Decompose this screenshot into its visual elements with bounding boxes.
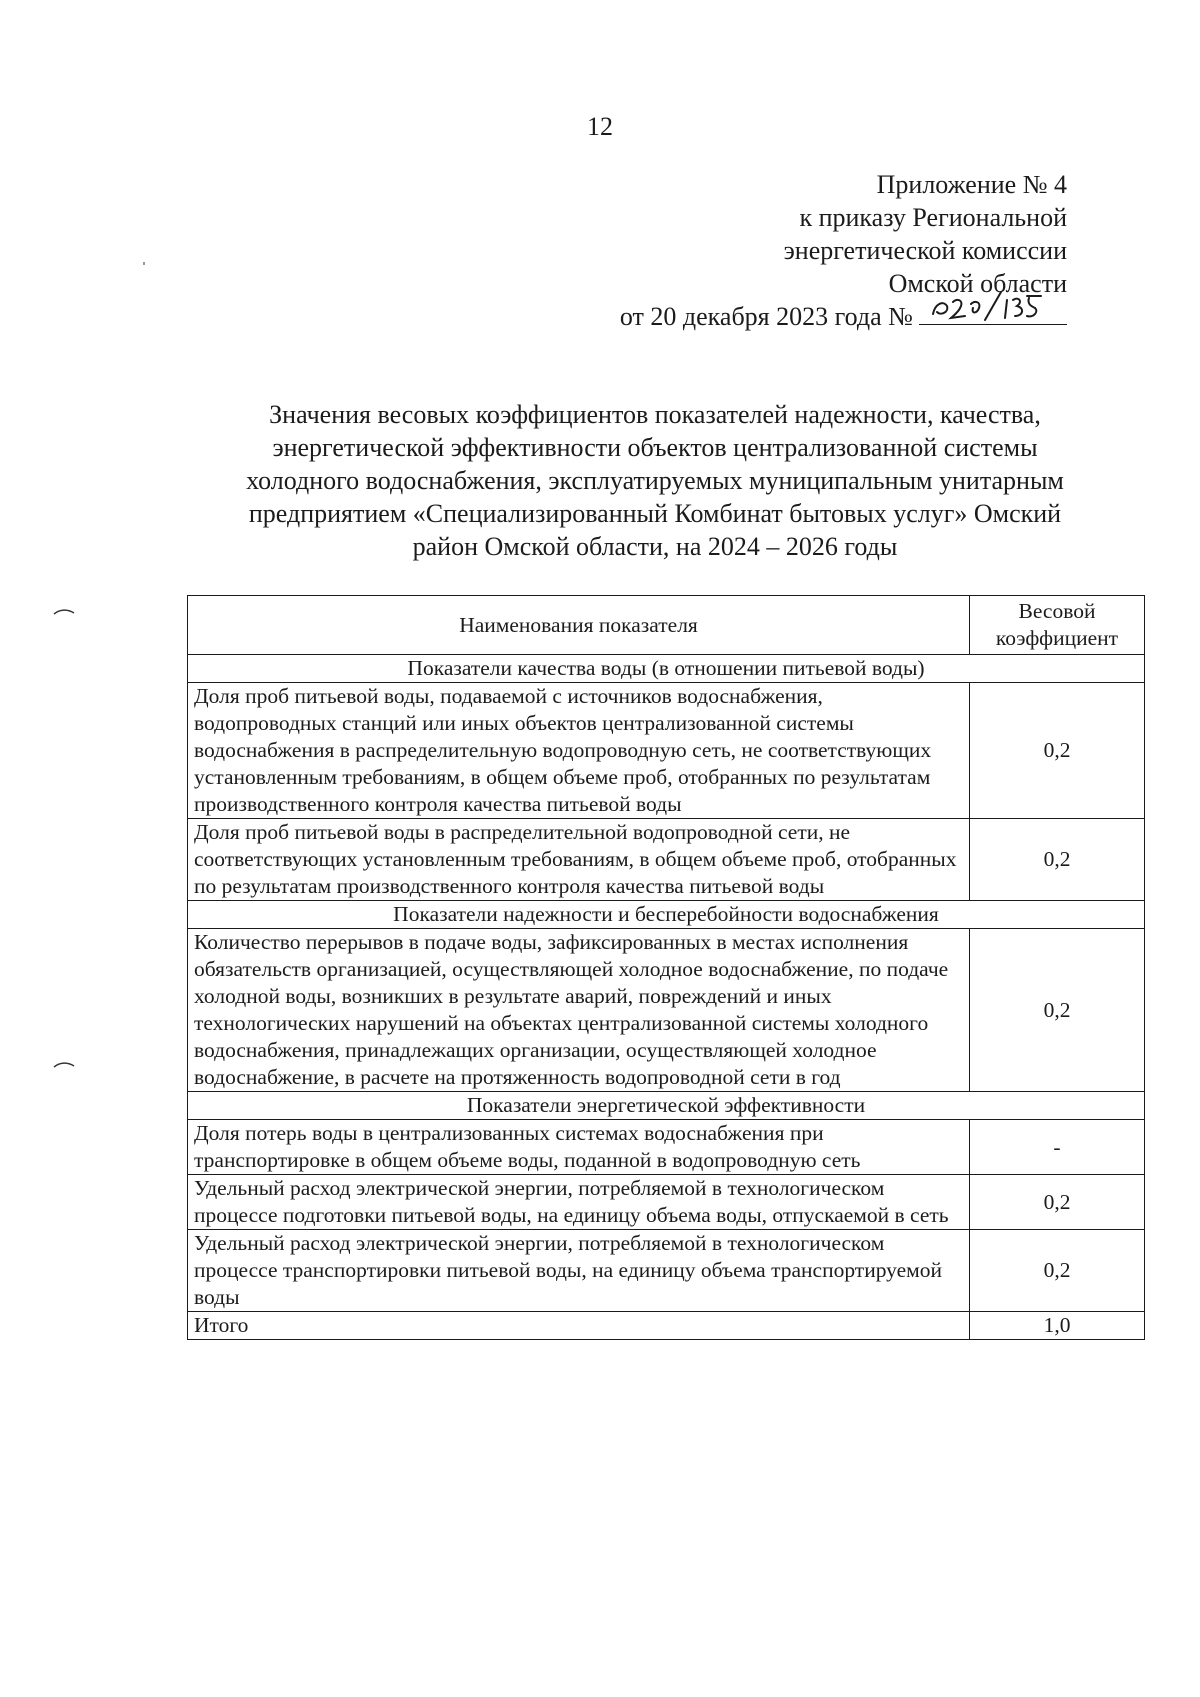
table-row — [188, 929, 1145, 1092]
order-date-line — [620, 300, 1067, 333]
title-line: предприятием «Специализированный Комбинат бытовых услуг» Омский — [248, 499, 1062, 528]
indicator-name: Доля проб питьевой воды в распределительной водопроводной сети, не соответствующих установленным требованиям, в общем объеме проб, отобранных по результатам производственного контроля качества питьевой воды — [188, 819, 970, 901]
table-row — [188, 683, 1145, 819]
weights-table — [187, 595, 1145, 1340]
header-weight — [970, 596, 1145, 655]
table-header-row — [188, 596, 1145, 655]
page-number: 12 — [587, 112, 613, 141]
section-row — [188, 655, 1145, 683]
weight-value: - — [970, 1120, 1145, 1175]
indicator-name: Количество перерывов в подаче воды, зафиксированных в местах исполнения обязательств организацией, осуществляющей холодное водоснабжение, по подаче холодной воды, возникших в результате аварий, повреждений и иных технологических нарушений на объектах централизованной системы холодного водоснабжения, принадлежащих организации, осуществляющей холодное водоснабжение, в расчете на протяженность водопроводной сети в год — [188, 929, 970, 1092]
handwritten-number-mark — [927, 286, 1045, 326]
weight-value: 0,2 — [970, 1230, 1145, 1312]
title-line: район Омской области, на 2024 – 2026 годы — [412, 532, 898, 561]
scan-speck — [143, 262, 145, 265]
order-number-field — [919, 302, 1067, 325]
table-row — [188, 1175, 1145, 1230]
weight-value: 0,2 — [970, 819, 1145, 901]
header-weight-line: коэффициент — [995, 626, 1119, 650]
header-weight-line: Весовой — [1018, 599, 1096, 623]
section-title: Показатели энергетической эффективности — [188, 1092, 1145, 1120]
total-row — [188, 1312, 1145, 1340]
title-line: холодного водоснабжения, эксплуатируемых муниципальным унитарным — [246, 466, 1064, 495]
section-title: Показатели качества воды (в отношении питьевой воды) — [188, 655, 1145, 683]
indicator-name: Удельный расход электрической энергии, потребляемой в технологическом процессе транспортировки питьевой воды, на единицу объема транспортируемой воды — [188, 1230, 970, 1312]
scan-margin-mark — [52, 607, 76, 617]
indicator-name: Удельный расход электрической энергии, потребляемой в технологическом процессе подготовки питьевой воды, на единицу объема воды, отпускаемой в сеть — [188, 1175, 970, 1230]
indicator-name: Доля потерь воды в централизованных системах водоснабжения при транспортировке в общем объеме воды, поданной в водопроводную сеть — [188, 1120, 970, 1175]
order-date: от 20 декабря 2023 года № — [619, 302, 913, 331]
weight-value: 0,2 — [970, 683, 1145, 819]
table-row — [188, 1120, 1145, 1175]
header-indicator-name: Наименования показателя — [188, 596, 970, 655]
weight-value: 0,2 — [970, 929, 1145, 1092]
appendix-line: к приказу Региональной — [799, 203, 1067, 232]
appendix-line: Омской области — [888, 269, 1067, 298]
title-line: энергетической эффективности объектов централизованной системы — [272, 433, 1038, 462]
indicator-name: Доля проб питьевой воды, подаваемой с источников водоснабжения, водопроводных станций или иных объектов централизованной системы водоснабжения в распределительную водопроводную сеть, не соответствующих установленным требованиям, в общем объеме проб, отобранных по результатам производственного контроля качества питьевой воды — [188, 683, 970, 819]
document-title — [190, 398, 1120, 563]
table-row — [188, 819, 1145, 901]
appendix-line: Приложение № 4 — [876, 170, 1067, 199]
total-label: Итого — [188, 1312, 970, 1340]
section-row — [188, 1092, 1145, 1120]
section-title: Показатели надежности и бесперебойности водоснабжения — [188, 901, 1145, 929]
table-row — [188, 1230, 1145, 1312]
scan-margin-mark — [52, 1060, 76, 1070]
total-value: 1,0 — [970, 1312, 1145, 1340]
appendix-line: энергетической комиссии — [783, 236, 1067, 265]
weight-value: 0,2 — [970, 1175, 1145, 1230]
section-row — [188, 901, 1145, 929]
title-line: Значения весовых коэффициентов показателей надежности, качества, — [269, 400, 1041, 429]
appendix-header — [620, 168, 1067, 333]
